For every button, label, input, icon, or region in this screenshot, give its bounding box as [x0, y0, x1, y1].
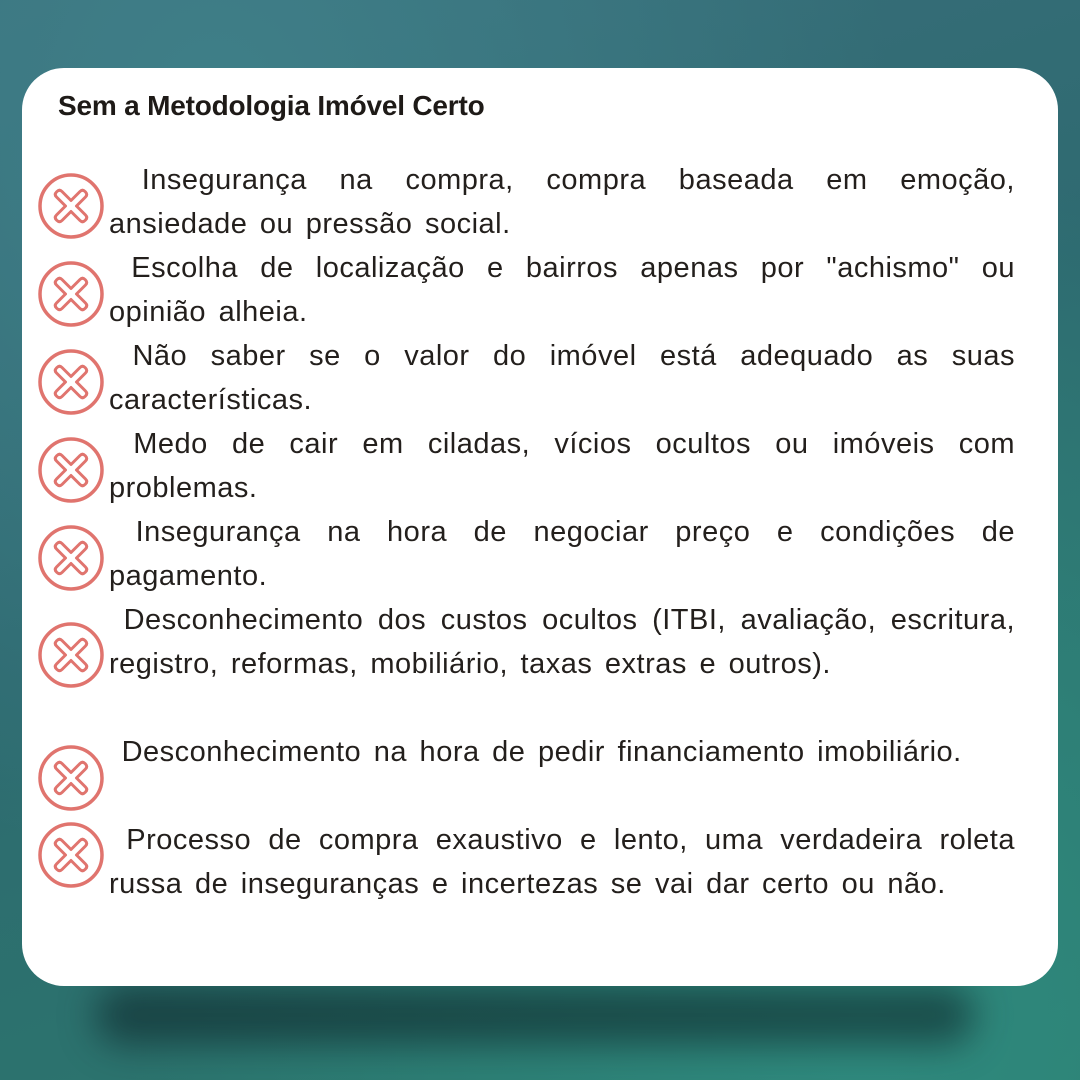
x-circle-icon	[36, 620, 106, 690]
list-item	[22, 510, 1058, 598]
list-item	[22, 598, 1058, 730]
list-item-text: Processo de compra exaustivo e lento, uma verdadeira roleta russa de inseguranças e incertezas se vai dar certo ou não.	[109, 824, 1015, 900]
list-item-text: Insegurança na hora de negociar preço e condições de pagamento.	[109, 516, 1015, 592]
x-circle-icon	[36, 523, 106, 593]
x-circle-icon	[36, 743, 106, 813]
list-item	[22, 334, 1058, 422]
list-item	[22, 422, 1058, 510]
card-title: Sem a Metodologia Imóvel Certo	[58, 90, 485, 121]
list-item-text: Medo de cair em ciladas, vícios ocultos ou imóveis com problemas.	[109, 428, 1015, 504]
list-item-text: Não saber se o valor do imóvel está adequado as suas características.	[109, 340, 1015, 416]
list-item-text: Desconhecimento na hora de pedir financiamento imobiliário.	[121, 736, 962, 768]
x-circle-icon	[36, 435, 106, 505]
x-circle-icon	[36, 171, 106, 241]
list-item	[22, 730, 1058, 818]
x-circle-icon	[36, 347, 106, 417]
card-shadow	[95, 985, 975, 1045]
list-item	[22, 818, 1058, 950]
problem-list	[22, 158, 1058, 950]
list-item	[22, 158, 1058, 246]
content-card	[22, 68, 1058, 986]
list-item-text: Insegurança na compra, compra baseada em emoção, ansiedade ou pressão social.	[109, 164, 1015, 240]
list-item-text: Desconhecimento dos custos ocultos (ITBI, avaliação, escritura, registro, reformas, mobiliário, taxas extras e outros).	[109, 604, 1016, 680]
x-circle-icon	[36, 259, 106, 329]
list-item-text: Escolha de localização e bairros apenas por "achismo" ou opinião alheia.	[109, 252, 1016, 328]
x-circle-icon	[36, 820, 106, 890]
list-item	[22, 246, 1058, 334]
